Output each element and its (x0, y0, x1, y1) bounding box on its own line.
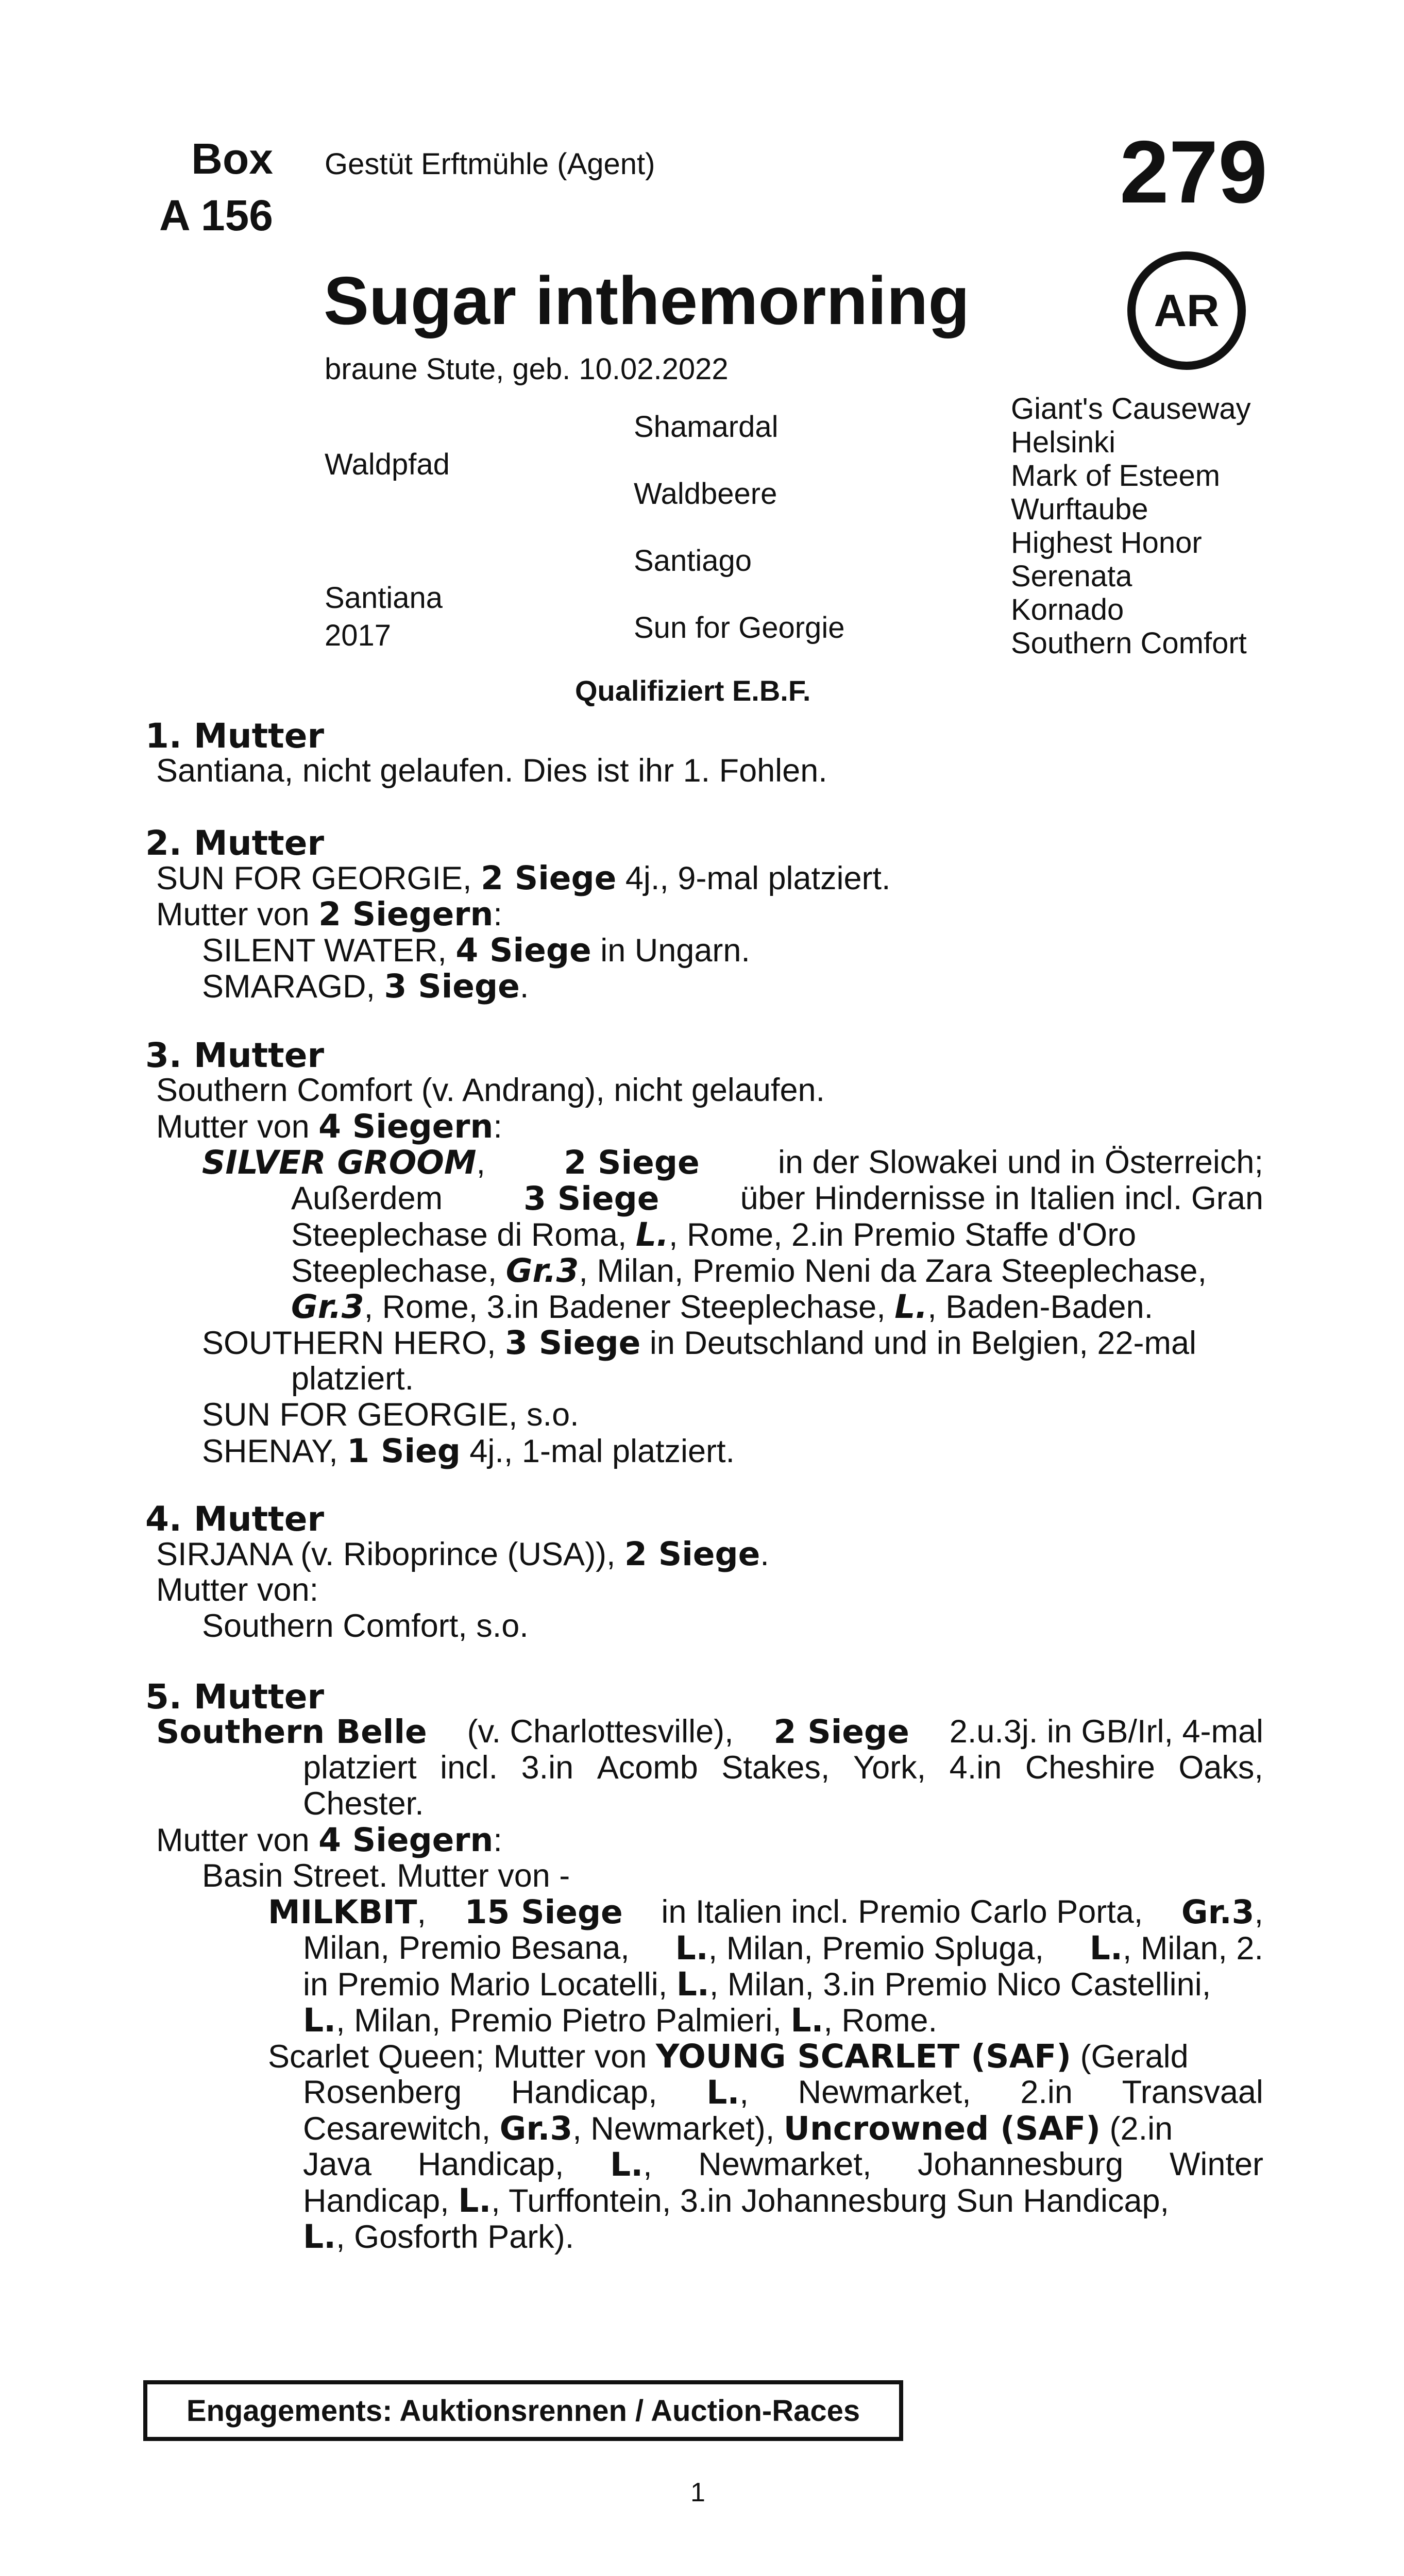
pedigree-great-grandparent: Serenata (1011, 560, 1132, 593)
page-number: 1 (690, 2478, 705, 2507)
engagements-label: Engagements: Auktionsrennen / Auction-Races (186, 2394, 860, 2428)
text-line: Handicap, L., Turffontein, 3.in Johannesburg Sun Handicap, (303, 2182, 1170, 2219)
text-line: Southern Comfort (v. Andrang), nicht gelaufen. (156, 1072, 825, 1108)
pedigree-dam: Santiana (325, 581, 443, 615)
text-line: Cesarewitch, Gr.3, Newmarket), Uncrowned (SAF) (2.in (303, 2110, 1173, 2147)
pedigree-great-grandparent: Highest Honor (1011, 526, 1202, 560)
text-line: L., Milan, Premio Pietro Palmieri, L., Rome. (303, 2002, 937, 2039)
consignor: Gestüt Erftmühle (Agent) (325, 147, 655, 181)
text-line: Southern Comfort, s.o. (202, 1608, 529, 1644)
pedigree-grandparent: Sun for Georgie (634, 611, 845, 645)
ar-badge-label: AR (1154, 285, 1220, 336)
qualification: Qualifiziert E.B.F. (575, 674, 811, 707)
section-title: 4. Mutter (145, 1499, 325, 1539)
text-line: in Premio Mario Locatelli, L., Milan, 3.in Premio Nico Castellini, (303, 1965, 1211, 2003)
section-title: 2. Mutter (145, 823, 325, 863)
horse-description: braune Stute, geb. 10.02.2022 (325, 352, 729, 386)
section-title: 5. Mutter (145, 1677, 325, 1717)
text-line: SILVER GROOM, 2 Siege in der Slowakei und in Österreich; (202, 1144, 1263, 1181)
text-line: Java Handicap, L., Newmarket, Johannesburg Winter (303, 2146, 1263, 2183)
text-line: Mutter von 4 Siegern: (156, 1108, 502, 1145)
pedigree-great-grandparent: Helsinki (1011, 426, 1116, 459)
pedigree-great-grandparent: Wurftaube (1011, 493, 1148, 526)
text-line: SOUTHERN HERO, 3 Siege in Deutschland und in Belgien, 22-mal (202, 1324, 1197, 1362)
text-line: Mutter von: (156, 1572, 319, 1608)
text-line: Mutter von 2 Siegern: (156, 895, 502, 933)
section-title: 3. Mutter (145, 1036, 325, 1075)
pedigree-dam-year: 2017 (325, 619, 392, 652)
text-line: Mutter von 4 Siegern: (156, 1821, 502, 1859)
text-line: Scarlet Queen; Mutter von YOUNG SCARLET (SAF) (Gerald (268, 2038, 1189, 2075)
text-line: Steeplechase, Gr.3, Milan, Premio Neni da Zara Steeplechase, (291, 1252, 1207, 1290)
ar-badge (1127, 251, 1246, 370)
text-line: SHENAY, 1 Sieg 4j., 1-mal platziert. (202, 1432, 735, 1470)
text-line: platziert. (291, 1361, 414, 1397)
text-line: Rosenberg Handicap, L., Newmarket, 2.in Transvaal (303, 2074, 1263, 2111)
text-line: SILENT WATER, 4 Siege in Ungarn. (202, 931, 750, 969)
text-line: MILKBIT, 15 Siege in Italien incl. Premio Carlo Porta, Gr.3, (268, 1893, 1263, 1931)
text-line: Außerdem 3 Siege über Hindernisse in Italien incl. Gran (291, 1180, 1263, 1217)
section-title: 1. Mutter (145, 716, 325, 756)
text-line: Steeplechase di Roma, L., Rome, 2.in Premio Staffe d'Oro (291, 1216, 1137, 1253)
pedigree-great-grandparent: Mark of Esteem (1011, 459, 1221, 493)
pedigree-grandparent: Santiago (634, 544, 752, 578)
text-line: Chester. (303, 1786, 424, 1822)
text-line: platziert incl. 3.in Acomb Stakes, York, 4.in Cheshire Oaks, (303, 1750, 1263, 1786)
pedigree-great-grandparent: Giant's Causeway (1011, 392, 1251, 426)
text-line: Santiana, nicht gelaufen. Dies ist ihr 1. Fohlen. (156, 753, 827, 789)
text-line: SMARAGD, 3 Siege. (202, 968, 529, 1005)
text-line: SIRJANA (v. Riboprince (USA)), 2 Siege. (156, 1535, 769, 1573)
pedigree-great-grandparent: Kornado (1011, 593, 1124, 626)
text-line: Basin Street. Mutter von - (202, 1858, 570, 1894)
text-line: SUN FOR GEORGIE, s.o. (202, 1397, 579, 1433)
pedigree-sire: Waldpfad (325, 448, 450, 481)
pedigree-great-grandparent: Southern Comfort (1011, 626, 1247, 660)
text-line: Gr.3, Rome, 3.in Badener Steeplechase, L., Baden-Baden. (291, 1288, 1154, 1326)
lot-number: 279 (1120, 123, 1267, 222)
text-line: L., Gosforth Park). (303, 2218, 574, 2256)
text-line: Milan, Premio Besana, L., Milan, Premio Spluga, L., Milan, 2. (303, 1929, 1263, 1967)
pedigree-grandparent: Waldbeere (634, 477, 777, 511)
box-label: Box (191, 134, 273, 183)
text-line: SUN FOR GEORGIE, 2 Siege 4j., 9-mal platziert. (156, 859, 891, 897)
horse-name: Sugar inthemorning (324, 263, 970, 338)
text-line: Southern Belle (v. Charlottesville), 2 Siege 2.u.3j. in GB/Irl, 4-mal (156, 1713, 1263, 1751)
pedigree-grandparent: Shamardal (634, 410, 779, 444)
engagements-box (143, 2380, 903, 2441)
box-number: A 156 (159, 191, 273, 240)
